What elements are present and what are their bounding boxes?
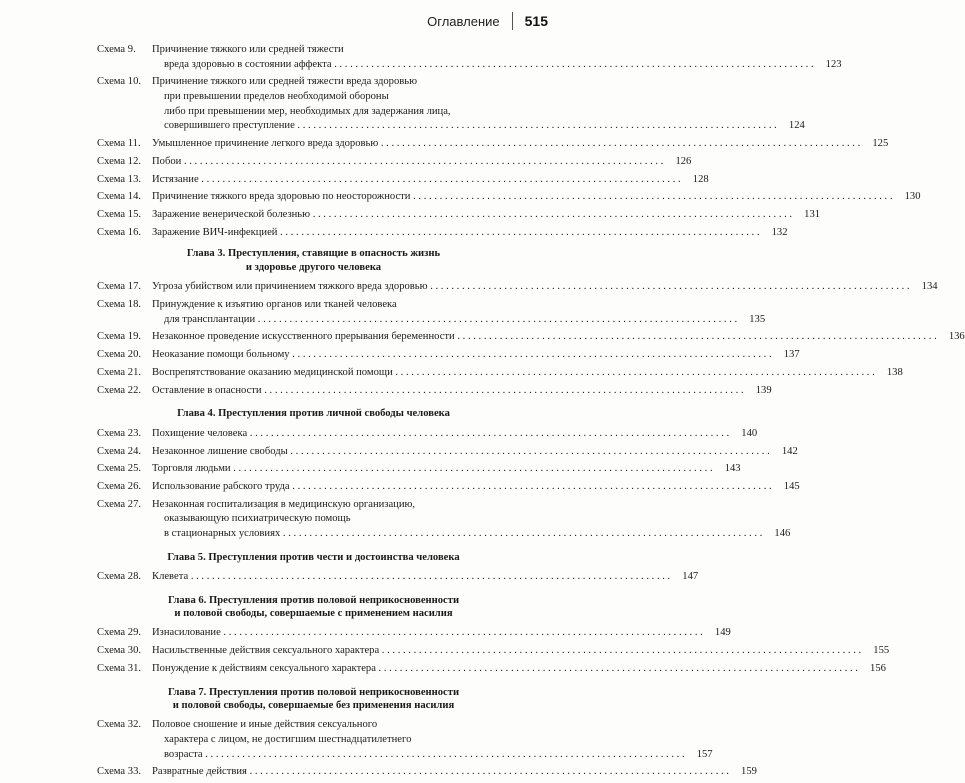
entry-title-line: Изнасилование . . . xyxy=(152,626,703,641)
schema-number: Схема 32. xyxy=(97,719,142,731)
toc-entry[interactable] xyxy=(97,765,757,780)
entry-page-number[interactable]: 137 xyxy=(782,348,800,363)
entry-page-number[interactable]: 130 xyxy=(903,190,921,205)
toc-entry[interactable] xyxy=(97,480,800,495)
entry-title-line: Причинение тяжкого или средней тяжести xyxy=(152,44,344,55)
entry-title-line: Умышленное причинение легкого вреда здоровью . . . xyxy=(152,137,860,152)
entry-page-number[interactable]: 156 xyxy=(868,662,886,677)
entry-title xyxy=(152,137,888,152)
entry-page-number[interactable]: 143 xyxy=(723,462,741,477)
schema-number: Схема 19. xyxy=(97,331,142,343)
schema-number: Схема 28. xyxy=(97,571,142,583)
entry-title-line: Оставление в опасности . . . xyxy=(152,384,744,399)
schema-number: Схема 27. xyxy=(97,498,142,510)
table-of-contents xyxy=(97,43,965,783)
entry-title-line: Угроза убийством или причинением тяжкого вреда здоровью . . . xyxy=(152,280,910,295)
schema-number: Схема 23. xyxy=(97,427,142,439)
entry-title-line: Воспрепятствование оказанию медицинской помощи . . . xyxy=(152,366,875,381)
entry-title xyxy=(152,384,772,399)
entry-title-line: Неоказание помощи больному . . . xyxy=(152,348,772,363)
entry-title-line: оказывающую психиатрическую помощь xyxy=(164,513,351,525)
schema-number: Схема 31. xyxy=(97,663,142,675)
entry-title xyxy=(152,445,798,460)
entry-page-number[interactable]: 134 xyxy=(920,280,938,295)
entry-title xyxy=(152,226,788,241)
entry-page-number[interactable]: 155 xyxy=(871,644,889,659)
entry-title xyxy=(152,644,889,659)
entry-page-number[interactable]: 135 xyxy=(747,313,765,328)
schema-number: Схема 10. xyxy=(97,76,142,88)
chapter-heading-line: и половой свободы, совершаемые без применения насилия xyxy=(172,700,455,712)
entry-title-line: либо при превышении мер, необходимых для задержания лица, xyxy=(164,105,451,117)
entry-title-line: Похищение человека . . . xyxy=(152,427,729,442)
entry-page-number[interactable]: 131 xyxy=(802,208,820,223)
toc-entry[interactable] xyxy=(97,173,709,188)
entry-title-line: Торговля людьми . . . xyxy=(152,462,713,477)
entry-title-line: для трансплантации . . . xyxy=(152,313,737,328)
toc-entry[interactable] xyxy=(97,626,731,641)
entry-title xyxy=(152,155,691,170)
entry-title xyxy=(152,626,731,641)
entry-title-line: Незаконное проведение искусственного прерывания беременности . . . xyxy=(152,330,937,345)
entry-title xyxy=(152,280,938,295)
schema-number: Схема 15. xyxy=(97,209,142,221)
chapter-heading-line: Глава 5. Преступления против чести и достоинства человека xyxy=(167,551,460,563)
entry-page-number[interactable]: 157 xyxy=(695,748,713,763)
entry-title xyxy=(152,330,965,345)
page-header xyxy=(427,10,548,32)
chapter-heading xyxy=(125,247,502,274)
entry-title xyxy=(152,173,709,188)
schema-number: Схема 14. xyxy=(97,191,142,203)
entry-title xyxy=(152,462,741,477)
schema-number: Схема 9. xyxy=(97,44,136,55)
toc-entry[interactable] xyxy=(97,384,772,399)
entry-page-number[interactable]: 149 xyxy=(713,626,731,641)
entry-title xyxy=(152,190,921,205)
toc-entry[interactable] xyxy=(97,644,890,659)
chapter-heading-line: и здоровье другого человека xyxy=(245,261,382,273)
chapter-heading-line: Глава 7. Преступления против половой неприкосновенности xyxy=(167,686,460,698)
entry-title-line: при превышении пределов необходимой обороны xyxy=(164,90,389,102)
entry-title-line: Причинение тяжкого или средней тяжести вреда здоровью xyxy=(152,76,417,88)
chapter-heading xyxy=(125,407,502,420)
entry-title xyxy=(152,348,800,363)
entry-page-number[interactable]: 132 xyxy=(770,226,788,241)
entry-page-number[interactable]: 125 xyxy=(870,137,888,152)
entry-title-line: Развратные действия . . . xyxy=(152,765,729,780)
entry-title-line: Половое сношение и иные действия сексуального xyxy=(152,719,378,731)
entry-page-number[interactable]: 142 xyxy=(780,445,798,460)
entry-title xyxy=(152,662,886,677)
toc-entry[interactable] xyxy=(97,462,741,477)
entry-title-line: Побои . . . xyxy=(152,155,663,170)
entry-title-line: Причинение тяжкого вреда здоровью по неосторожности . . . xyxy=(152,190,893,205)
entry-title-line: возраста . . . xyxy=(152,748,685,763)
schema-number: Схема 18. xyxy=(97,299,142,311)
entry-page-number[interactable]: 145 xyxy=(782,480,800,495)
toc-entry[interactable] xyxy=(97,298,766,327)
schema-number: Схема 29. xyxy=(97,627,142,639)
entry-title xyxy=(152,43,842,72)
toc-entry[interactable] xyxy=(97,330,965,345)
schema-number: Схема 20. xyxy=(97,349,142,361)
chapter-heading-line: Глава 3. Преступления, ставящие в опасность жизнь xyxy=(186,248,441,260)
entry-title xyxy=(152,427,757,442)
entry-page-number[interactable]: 124 xyxy=(787,119,805,134)
toc-entry[interactable] xyxy=(97,208,821,223)
schema-number: Схема 16. xyxy=(97,226,142,238)
chapter-heading xyxy=(125,551,502,564)
chapter-heading xyxy=(125,686,502,713)
entry-page-number[interactable]: 146 xyxy=(772,527,790,542)
entry-page-number[interactable]: 147 xyxy=(680,570,698,585)
entry-title xyxy=(152,75,805,133)
schema-number: Схема 22. xyxy=(97,384,142,396)
toc-entry[interactable] xyxy=(97,43,842,72)
entry-page-number[interactable]: 123 xyxy=(824,58,842,73)
entry-title-line: Незаконное лишение свободы . . . xyxy=(152,445,770,460)
toc-entry[interactable] xyxy=(97,570,699,585)
chapter-heading-line: Глава 4. Преступления против личной свободы человека xyxy=(177,408,450,420)
entry-title xyxy=(152,480,800,495)
entry-title xyxy=(152,718,713,762)
entry-title xyxy=(152,498,790,542)
entry-page-number[interactable]: 128 xyxy=(691,173,709,188)
schema-number: Схема 25. xyxy=(97,463,142,475)
schema-number: Схема 24. xyxy=(97,445,142,457)
toc-entry[interactable] xyxy=(97,155,692,170)
entry-title-line: Насильственные действия сексуального характера . . . xyxy=(152,644,861,659)
entry-title-line: вреда здоровью в состоянии аффекта . . . xyxy=(152,58,814,73)
entry-page-number[interactable]: 136 xyxy=(947,330,965,345)
entry-title xyxy=(152,298,765,327)
entry-page-number[interactable]: 140 xyxy=(739,427,757,442)
toc-entry[interactable] xyxy=(97,226,788,241)
toc-entry[interactable] xyxy=(97,445,798,460)
entry-title-line: характера с лицом, не достигшим шестнадцатилетнего xyxy=(164,734,412,746)
entry-title-line: Заражение венерической болезнью . . . xyxy=(152,208,792,223)
entry-title-line: Истязание . . . xyxy=(152,173,681,188)
entry-page-number[interactable]: 126 xyxy=(673,155,691,170)
toc-entry[interactable] xyxy=(97,498,791,542)
entry-title-line: Клевета . . . xyxy=(152,570,670,585)
page-number: 515 xyxy=(524,13,548,29)
entry-page-number[interactable]: 159 xyxy=(739,765,757,780)
entry-title-line: Незаконная госпитализация в медицинскую организацию, xyxy=(152,498,416,510)
entry-title-line: в стационарных условиях . . . xyxy=(152,527,762,542)
entry-page-number[interactable]: 138 xyxy=(885,366,903,381)
chapter-heading-line: Глава 6. Преступления против половой неприкосновенности xyxy=(167,594,460,606)
toc-entry[interactable] xyxy=(97,137,889,152)
running-title: Оглавление xyxy=(427,13,500,29)
entry-title xyxy=(152,765,757,780)
chapter-heading xyxy=(125,594,502,621)
schema-number: Схема 13. xyxy=(97,173,142,185)
entry-title-line: Понуждение к действиям сексуального характера . . . xyxy=(152,662,858,677)
entry-title xyxy=(152,366,903,381)
entry-title-line: Использование рабского труда . . . xyxy=(152,480,772,495)
entry-title-line: совершившего преступление . . . xyxy=(152,119,777,134)
toc-entry[interactable] xyxy=(97,427,758,442)
toc-entry[interactable] xyxy=(97,718,713,762)
toc-entry[interactable] xyxy=(97,75,805,133)
toc-entry[interactable] xyxy=(97,348,800,363)
schema-number: Схема 33. xyxy=(97,766,142,778)
toc-entry[interactable] xyxy=(97,366,903,381)
entry-page-number[interactable]: 139 xyxy=(754,384,772,399)
schema-number: Схема 11. xyxy=(97,137,141,149)
entry-title-line: Заражение ВИЧ-инфекцией . . . xyxy=(152,226,760,241)
toc-entry[interactable] xyxy=(97,662,886,677)
schema-number: Схема 12. xyxy=(97,155,142,167)
entry-title xyxy=(152,570,698,585)
toc-entry[interactable] xyxy=(97,280,938,295)
schema-number: Схема 21. xyxy=(97,366,142,378)
schema-number: Схема 17. xyxy=(97,281,142,293)
entry-title-line: Принуждение к изъятию органов или тканей человека xyxy=(152,299,397,311)
header-divider xyxy=(512,12,513,30)
toc-entry[interactable] xyxy=(97,190,921,205)
entry-title xyxy=(152,208,820,223)
chapter-heading-line: и половой свободы, совершаемые с применением насилия xyxy=(174,608,453,620)
schema-number: Схема 26. xyxy=(97,481,142,493)
schema-number: Схема 30. xyxy=(97,645,142,657)
